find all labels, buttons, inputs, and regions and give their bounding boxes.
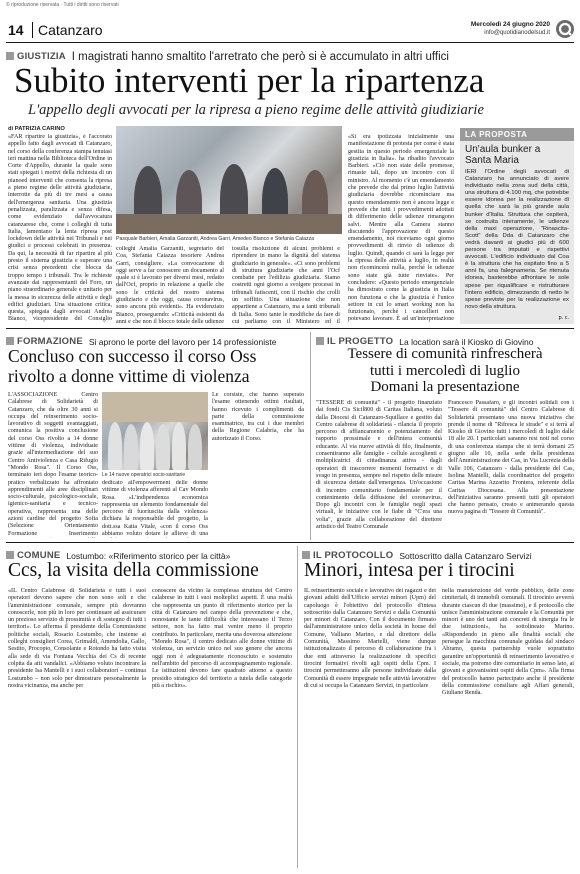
photo-caption: Le 14 nuove operatrici socio-sanitarie	[102, 472, 186, 478]
page-number: 14	[8, 22, 24, 38]
article-column: dedicato all'empowerment delle donne vittime di violenza afferenti al Cav Mondo Rosa. «L'indipendenza economica rappresenta un elemento fondamentale del percorso di fuoriuscita dalla violenza» dichiara la responsabile del progetto, la dott.ssa Katia Vitale, «con il corso Oss abbiamo voluto dotare le allieve di una	[102, 480, 208, 538]
headline-line: Tessere di comunità rinfrescherà	[347, 346, 543, 362]
column-divider	[310, 332, 311, 540]
headline-line: tutti i mercoledì di luglio	[370, 362, 520, 379]
section-square-icon	[302, 551, 310, 559]
section-label: COMUNE	[6, 550, 60, 561]
headline-line: Domani la presentazione	[370, 379, 520, 395]
section-square-icon	[6, 52, 14, 60]
section-label: FORMAZIONE	[6, 336, 83, 347]
headline-line: rivolto a donne vittime di violenza	[8, 366, 250, 386]
article-column: "TESSERE di comunità" - il progetto finanziato dai fondi Cis Sicil800 di Caritas Italiana, voluto dalla Diocesi di Catanzaro-Squillace e gestito dal Centro calabrese di solidarietà - rilancia il proprio percorso di affiancamento e potenziamento del rapporto prossimale e dell'intera comunità educante. Al via nuove attività di filo, finalmente, consentiranno alle famiglie - cellule accoglienti e moltiplicatrici di cittadinanza attiva - dagli operatori di trascorrere momenti formativi e di svago in presenza, sempre nel rispetto delle misure di sicurezza dettate dall'emergenza. Un'occasione di incontro comunitario fondamentale per il contenimento della diffusione del coronavirus. Dopo gli incontri con le famiglie negli spazi virtuali, le iniziative con le fiabe di "C'era una volta", grazie alla collaborazione del direttore artistico del Teatro Comunale	[316, 400, 442, 531]
article-kicker: Si aprono le porte del lavoro per 14 professioniste	[88, 337, 277, 347]
page-city: Catanzaro	[38, 22, 103, 38]
issue-date: Mercoledì 24 giugno 2020	[470, 21, 550, 28]
oss-group-photo	[102, 392, 208, 470]
article-column: tosulla risoluzione di alcuni problemi e riprendere in mano la dignità del sistema giudiziario in generale». «Ci sono problemi di struttura giudiziarie che anni l'Ocf combatte per l'edilizia giudiziaria. Siamo costretti ogni giorno a svolgere processi in tribunali fatiscenti, con il rischio che crolli un soffitto. Una situazione che non appartiene a Catanzaro, ma a tanti tribunali di Italia. Sono tante le modifiche da fare di cui parliamo con il Ministero ed il	[232, 246, 340, 324]
sidebar-title: Un'aula bunker a Santa Maria	[465, 144, 541, 166]
headline-line: Concluso con successo il corso Oss	[8, 346, 257, 366]
article-column: «Si era ipotizzata inizialmente una manifestazione di protesta per come è stata gestita in questo periodo emergenziale la giustizia in Italia». ha ribadito l'avvocato Barbieri. «Ciò non state delle promesse, rimaste tali, dopo un incontro con il ministro. Al momento c'è un emendamento che prevede che dal primo luglio l'attività giudiziaria dovrebbe ricominciare ma questo emendamento non è ancora legge e prevede che tutti i provvedimenti adottati di differimento delle udienze rimangono salvi. Mentre alla Camera stanno discutendo l'approvazione di questo emendamento, noi riceviamo ogni giorno provvedimenti di rinvio di udienze di luglio. Quindi, quando ci sarà la legge per la ripresa delle attività a luglio, in realtà non ricomincerà nulla, perché le udienze sono state già tutte rinviate». Per concludere: «Questo periodo emergenziale ha dimostrato come la giustizia in Italia non funziona e che la giustizia è l'unico settore in cui lo smart working non ha funzionato, perché i cancellieri non potevano lavorare. È ad un'interpretazione	[348, 134, 454, 323]
proposal-sidebar	[460, 128, 574, 324]
article-headline	[8, 346, 308, 386]
section-square-icon	[316, 337, 324, 345]
article-headline	[316, 346, 574, 396]
section-square-icon	[6, 337, 14, 345]
article-kicker: I magistrati hanno smaltito l'arretrato che però si è accumulato in altri uffici	[71, 51, 449, 63]
article-column: conoscere da vicino la complessa struttura del Centro calabrese in tutti i suoi molteplici aspetti. È una realtà che rappresenta un punto di riferimento storico per la città di Catanzaro nel campo della prevenzione e che, nonostante le tante difficoltà che interessano il Terzo settore, non ha fatto mai venire meno il proprio contributo. In particolare, merita una doverosa attenzione "Mondo Rosa", il centro dedicato alle donne vittime di violenza, un servizio unico nel suo genere che ancora oggi non è adeguatamente riconosciuto e sostenuto nell'ambito del percorso di accompagnamento regionale. Le istituzioni devono fare quadrato attorno a questo presidio strategico del territorio a tutela delle categorie più a rischio».	[152, 588, 292, 689]
sidebar-signature: p. c.	[558, 315, 569, 321]
article-byline: di PATRIZIA CARINO	[8, 126, 65, 132]
article-column: Francesco Passafaro, e gli incontri solidali con i "Tessere di comunità" del Centro Calabrese di Solidarietà presentano una nuova iniziativa che prende il nome di "Rifresca le strade" e si terrà al Kiosko di Giovino tutti i mercoledì di luglio dalle 18 alle 20. I particolari saranno resi noti nel corso di una conferenza stampa che si terrà domani 25 giugno alle 10, nella sede della presidenza dell'Amministrazione dei Cas, in Via Lucrezia della Valle 106, Catanzaro - dalla presidente del Cas, Isolina Mantelli, dalla coordinatrice del progetto Caritas Marina Azzarito Frontera, referente della Caritas Diocesana. Alla presentazione dell'iniziativa saranno presenti tutti gli operatori che hanno pensato, creato e animerando questa nuova pagina di "Tessere di Comunità".	[448, 400, 574, 516]
column-divider	[297, 546, 298, 868]
masthead-rule	[6, 42, 574, 43]
photo-caption: Pasquale Barbieri, Amalia Garzaniti, Andrea Garri, Amedeo Bianco e Stefania Caiazza	[116, 236, 315, 242]
press-conference-photo	[116, 126, 342, 234]
section-label: IL PROGETTO	[316, 336, 393, 347]
article-column: nella manutenzione del verde pubblico, delle zone cimiteriali, di immobili comunali. Il tirocinio avverrà durante ciascun di due (massimo), e il protocollo che unisce l'amministrazione comunale e la Comunità per minori è uno dei tanti atti concreti di sinergia fra le due istituzioni», ha sottolineato Marino. «Rispondendo in pieno alle finalità sociali che persegue la macchina comunale guidata dal sindaco Abramo, questa partnership vuole soprattutto garantire un'opportunità di reinserimento lavorativo e sociale, ma potremo dire comunitario in senso lato, ai giovani e giovanissimi ospiti della Cpm». Alla firma del protocollo hanno partecipato anche il presidente della commissione consiliare agli Affari generali, Giuliano Renda.	[442, 588, 574, 697]
article-headline: Subito interventi per la ripartenza	[14, 61, 485, 100]
article-headline: Ccs, la visita della commissione	[8, 560, 259, 581]
sidebar-body: IERI l'Ordine degli avvocati di Catanzaro ha annunciato di avere individuato nella zona sud della città, una struttura di 4.100 mq, che potrebbe essere idonea per la realizzazione di quella che sarà la più grande aula bunker d'Italia. Struttura che ospiterà, se costruita interamente, le udienze della maxi operazione, "Rinascita-Scott" della Dda di Catanzaro che vedrà davanti ai giudici più di 600 persone tra imputati e rispettivi avvocati. L'edificio individuato dal Coa è la struttura che ha ospitato fino a 5 anni fa, una falegnameria. Se ritenuta idonea, basterebbe affrontare le sole spese per riqualificare e ristrutturare l'intero edificio, dimezzando di netto le spese previste per la realizzazione ex novo della struttura.	[465, 169, 569, 310]
article-subheadline: L'appello degli avvocati per la ripresa a pieno regime delle attività giudiziarie	[28, 102, 484, 118]
article-kicker: La location sarà il Kiosko di Giovino	[399, 337, 534, 347]
article-column: colleghi Amalia Garzaniti, segretario del Coa, Stefania Caiazza tesoriere Andrea Garri, consigliere. «La convocazione di oggi serve a far conoscere un documento al quale si è lavorato per diversi mesi, redatto dall'Ocf, proprio in relazione a quelle che sono le criticità del nostro sistema giudiziario e che oggi, causa coronavirus, sono ancora più evidenti». Ha evidenziato Bianco, proseguendo: «Criticità esistenti da anni e che non il blocco totale delle udienze	[116, 246, 224, 324]
sidebar-header: LA PROPOSTA	[460, 128, 574, 141]
article-column: IL reinserimento sociale e lavorativo dei ragazzi e dei giovani adulti dell'Ufficio servizi minori (Upm) del capoluogo è l'obiettivo del protocollo d'intesa sottoscritto dalla Catanzaro Servizi e dalla Comunità per minori di Catanzaro. Con il documento firmato dall'amministratore unico della società in house del Comune, Valliano Marino, e dal direttore della Comunità, Massimo Martelli, viene dunque istituzionalizzato il percorso di collaborazione fra i due enti attraverso la realizzazione di specifici tirocini formativi rivolti agli ospiti della Cpm. I tirocini permetteranno alle persone individuate dalla Comunità di essere impegnate nelle attività lavorative di cui si occupa la Catanzaro Servizi, in particolare	[304, 588, 436, 689]
section-rule	[6, 542, 574, 543]
section-label: GIUSTIZIA	[6, 51, 66, 62]
article-column: «IL Centro Calabrese di Solidarietà e tutti i suoi operatori devono sapere che non sono soli e che l'amministrazione comunale, sempre più dovranno conoscerle, non più in loro per continuare ad assicurare un prezioso servizio di prossimità e di sostegno di tutti i territori». Lo afferma il presidente della Commissione politiche sociali, Rosario Lostumbo, che insieme ai colleghi consiglieri Corea, Grimaldi, Amendolia, Gallo, Sestito, Procopio, Consolante e Rotondo ha fatto visita alla sede di via Fontana Vecchia dei Cs di recente colpita da atti vandalici. «Abbiamo voluto incontrare la presidente Isa Mantelli e i suoi collaboratori – continua Lostumbo – non solo per dimostrare personalmente la nostra vicinanza, ma anche per	[8, 588, 146, 689]
newspaper-logo	[556, 20, 574, 38]
article-column: L'ASSOCIAZIONE Centro Calabrese di Solidarietà di Catanzaro, che da oltre 30 anni si occupa del reinserimento socio-lavorativo di soggetti svantaggiati, comunica la positiva conclusione del corso Oss rivolto a 14 donne vittime di violenza, individuate grazie all'intermediazione del suo Centro Antiviolenza e Casa Rifugio "Mondo Rosa". Il Corso Oss, terminato ieri dopo l'esame teorico-pratico verbalizzato ha affrontato apprendimenti alle aree disciplinari socio-culturale, psicologico-sociale, igienico-sanitaria e tecnico-operativa, rappresenta una delle azioni cardine del progetto Sofia (Selezione Orientamento Formazione Inserimento	[8, 392, 98, 537]
reprint-notice: © riproduzione riservata · Tutti i diritti sono riservati	[6, 2, 119, 8]
article-kicker: Sottoscritto dalla Catanzaro Servizi	[399, 551, 532, 561]
section-rule	[6, 328, 574, 329]
contact-email: info@quotidianodelsud.it	[484, 30, 550, 36]
article-headline: Minori, intesa per i tirocini	[304, 560, 515, 581]
section-square-icon	[6, 551, 14, 559]
article-column: Le corsiste, che hanno superato l'esame ottenendo ottimi risultati, hanno ricevuto i complimenti da parte della commissione esaminatrice, tra cui i due membri della Regione Calabria, che ha autorizzato il Corso.	[212, 392, 304, 442]
section-label: IL PROTOCOLLO	[302, 550, 393, 561]
article-kicker: Lostumbo: «Riferimento storico per la città»	[66, 551, 231, 561]
article-column: «FAR ripartire la giustizia», è l'accorato appello fatto dagli avvocati di Catanzaro, nel corso della conferenza stampa tenutasi ieri mattina nella Biblioteca dell'Ordine in Corte d'Appello, durante la quale sono stati spiegati i motivi della richiesta di un pianoed interventi che consenta la ripresa a pieno regime delle attività giudiziarie, interrotte da più di tre mesi a causa dell'emergenza sanitaria. Una giustizia penalizzata, paralizzata e senza difesa, come evidenziato dall'avvocatura catanzarese che, come i colleghi di tutta Italia, lamentano la lenta ripresa post lockdown delle attività nei Tribunali e nei giudici e processi celebrati in presenza. Da qui, la necessità di far ripartire al più presto il sistema giustizia e superare una crisi senza precedenti che blocca da troppo tempo i tribunali. Tra le richieste avanzate dai rappresentanti del Foro, un piano straordinario generale e unitario per la messa in sicurezza delle attività e degli edifici giudiziari. Una situazione critica, questa, spiegata dagli avvocati Andrea Bianco, vicepresidente del Consiglio	[8, 134, 112, 323]
masthead-divider	[32, 22, 33, 38]
